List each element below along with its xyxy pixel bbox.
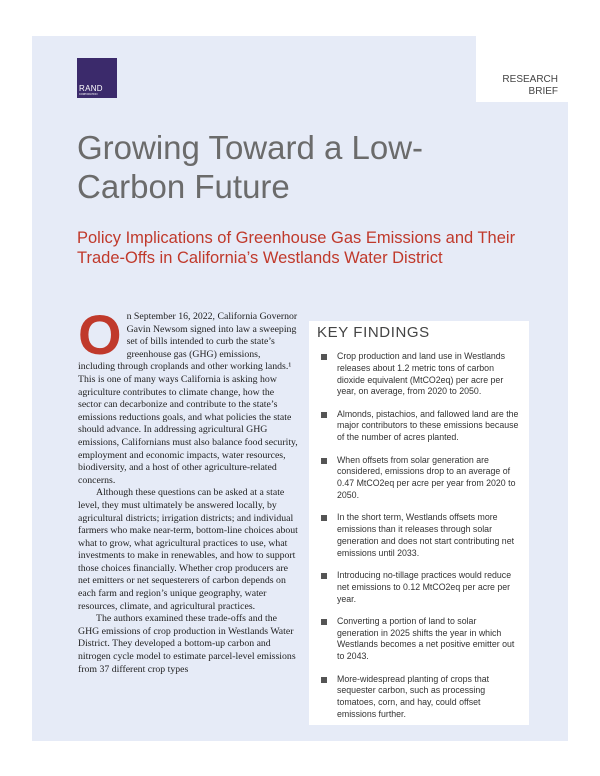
square-bullet-icon [321, 677, 327, 683]
key-findings-title: KEY FINDINGS [317, 324, 430, 341]
finding-text: In the short term, Westlands offsets more emissions than it releases through solar generation and does not start contributing net emissions until 2033. [337, 512, 515, 558]
tag-line-2: BRIEF [528, 86, 558, 97]
key-findings-box [309, 321, 529, 725]
finding-text: Converting a portion of land to solar generation in 2025 shifts the year in which Westlands becomes a net positive emitter out to 2043. [337, 615, 515, 662]
body-text [78, 303, 298, 676]
square-bullet-icon [321, 354, 327, 360]
finding-item [321, 455, 519, 502]
page-title: Growing Toward a Low-Carbon Future [77, 129, 424, 205]
key-findings-list [321, 351, 519, 731]
drop-cap: O [78, 303, 122, 366]
paragraph-1-text: n September 16, 2022, California Governor Gavin Newsom signed into law a sweeping set of bills intended to curb the state’s greenhouse gas (GHG) emissions, including through croplands and other working lands.¹ This is one of many ways California is asking how agriculture contributes to climate change, how the sector can decarbonize and contribute to the state’s emissions reductions goals, and what policies the state should advance. In addressing agricultural GHG emissions, Californians must also balance food security, employment and economic impacts, water resources, biodiversity, and a host of other agriculture-related concerns. [78, 311, 298, 486]
square-bullet-icon [321, 619, 327, 625]
finding-item [321, 351, 519, 398]
square-bullet-icon [321, 573, 327, 579]
tag-line-1: RESEARCH [502, 74, 558, 85]
square-bullet-icon [321, 515, 327, 521]
brief-page [32, 36, 568, 741]
logo-text: RAND [79, 84, 103, 93]
finding-item [321, 674, 519, 721]
finding-item [321, 409, 519, 444]
finding-item [321, 570, 519, 605]
research-brief-tag [476, 36, 568, 102]
page-subtitle: Policy Implications of Greenhouse Gas Emissions and Their Trade-Offs in California’s Westlands Water District [77, 229, 516, 267]
finding-item [321, 512, 519, 559]
square-bullet-icon [321, 412, 327, 418]
square-bullet-icon [321, 458, 327, 464]
rand-logo [77, 58, 117, 98]
finding-text: When offsets from solar generation are considered, emissions drop to an average of 0.47 MtCO2eq per acre per year from 2020 to 2050. [337, 454, 516, 500]
finding-text: Crop production and land use in Westlands releases about 1.2 metric tons of carbon dioxide equivalent (MtCO2eq) per acre per year, on average, from 2020 to 2050. [337, 351, 506, 397]
finding-text: More-widespread planting of crops that sequester carbon, such as processing tomatoes, corn, and hay, could offset emissions further. [337, 673, 490, 719]
logo-subtext: CORPORATION [79, 93, 98, 96]
finding-text: Introducing no-tillage practices would reduce net emissions to 0.12 MtCO2eq per acre per year. [337, 569, 512, 604]
paragraph-1 [78, 303, 298, 487]
finding-item [321, 616, 519, 663]
paragraph-2: Although these questions can be asked at a state level, they must ultimately be answered locally, by agricultural districts; irrigation districts; and individual farmers who make near-term, bottom-line choices about what to grow, what agricultural practices to use, what investments to make in renewables, and how to support those choices financially. Whether crop producers are net emitters or net sequesterers of carbon depends on each farm and region’s unique geography, water resources, climate, and agricultural practices. [78, 487, 298, 612]
finding-text: Almonds, pistachios, and fallowed land are the major contributors to these emissions because of the number of acres planted. [337, 408, 519, 443]
paragraph-3: The authors examined these trade-offs and the GHG emissions of crop production in Westlands Water District. They developed a bottom-up carbon and nitrogen cycle model to estimate parcel-level emissions from 37 different crop types [78, 613, 296, 675]
